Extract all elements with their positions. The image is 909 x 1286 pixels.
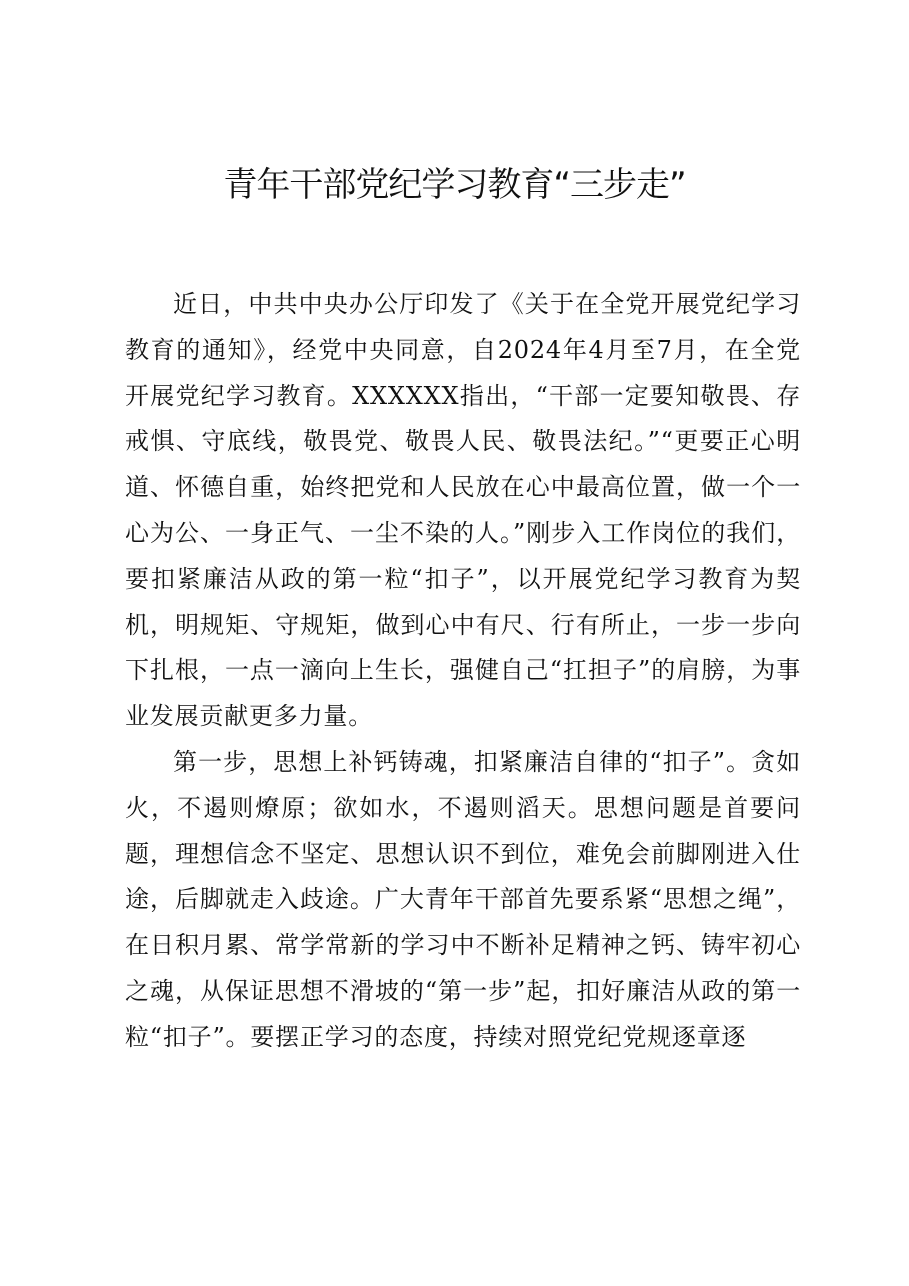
- document-body: [125, 282, 801, 1061]
- document-title: 青年干部党纪学习教育“三步走”: [223, 165, 686, 205]
- paragraph-2: 第一步，思想上补钙铸魂，扣紧廉洁自律的“扣子”。贪如火，不遏则燎原；欲如水，不遏则滔天。思想问题是首要问题，理想信念不坚定、思想认识不到位，难免会前脚刚进入仕途，后脚就走入歧途。广大青年干部首先要系紧“思想之绳”，在日积月累、常学常新的学习中不断补足精神之钙、铸牢初心之魂，从保证思想不滑坡的“第一步”起，扣好廉洁从政的第一粒“扣子”。要摆正学习的态度，持续对照党纪党规逐章逐: [125, 747, 801, 1051]
- paragraph-1: 近日，中共中央办公厅印发了《关于在全党开展党纪学习教育的通知》，经党中央同意，自2024年4月至7月，在全党开展党纪学习教育。XXXXXX指出，“干部一定要知敬畏、存戒惧、守底线，敬畏党、敬畏人民、敬畏法纪。”“更要正心明道、怀德自重，始终把党和人民放在心中最高位置，做一个一心为公、一身正气、一尘不染的人。”刚步入工作岗位的我们，要扣紧廉洁从政的第一粒“扣子”，以开展党纪学习教育为契机，明规矩、守规矩，做到心中有尺、行有所止，一步一步向下扎根，一点一滴向上生长，强健自己“扛担子”的肩膀，为事业发展贡献更多力量。: [125, 290, 801, 731]
